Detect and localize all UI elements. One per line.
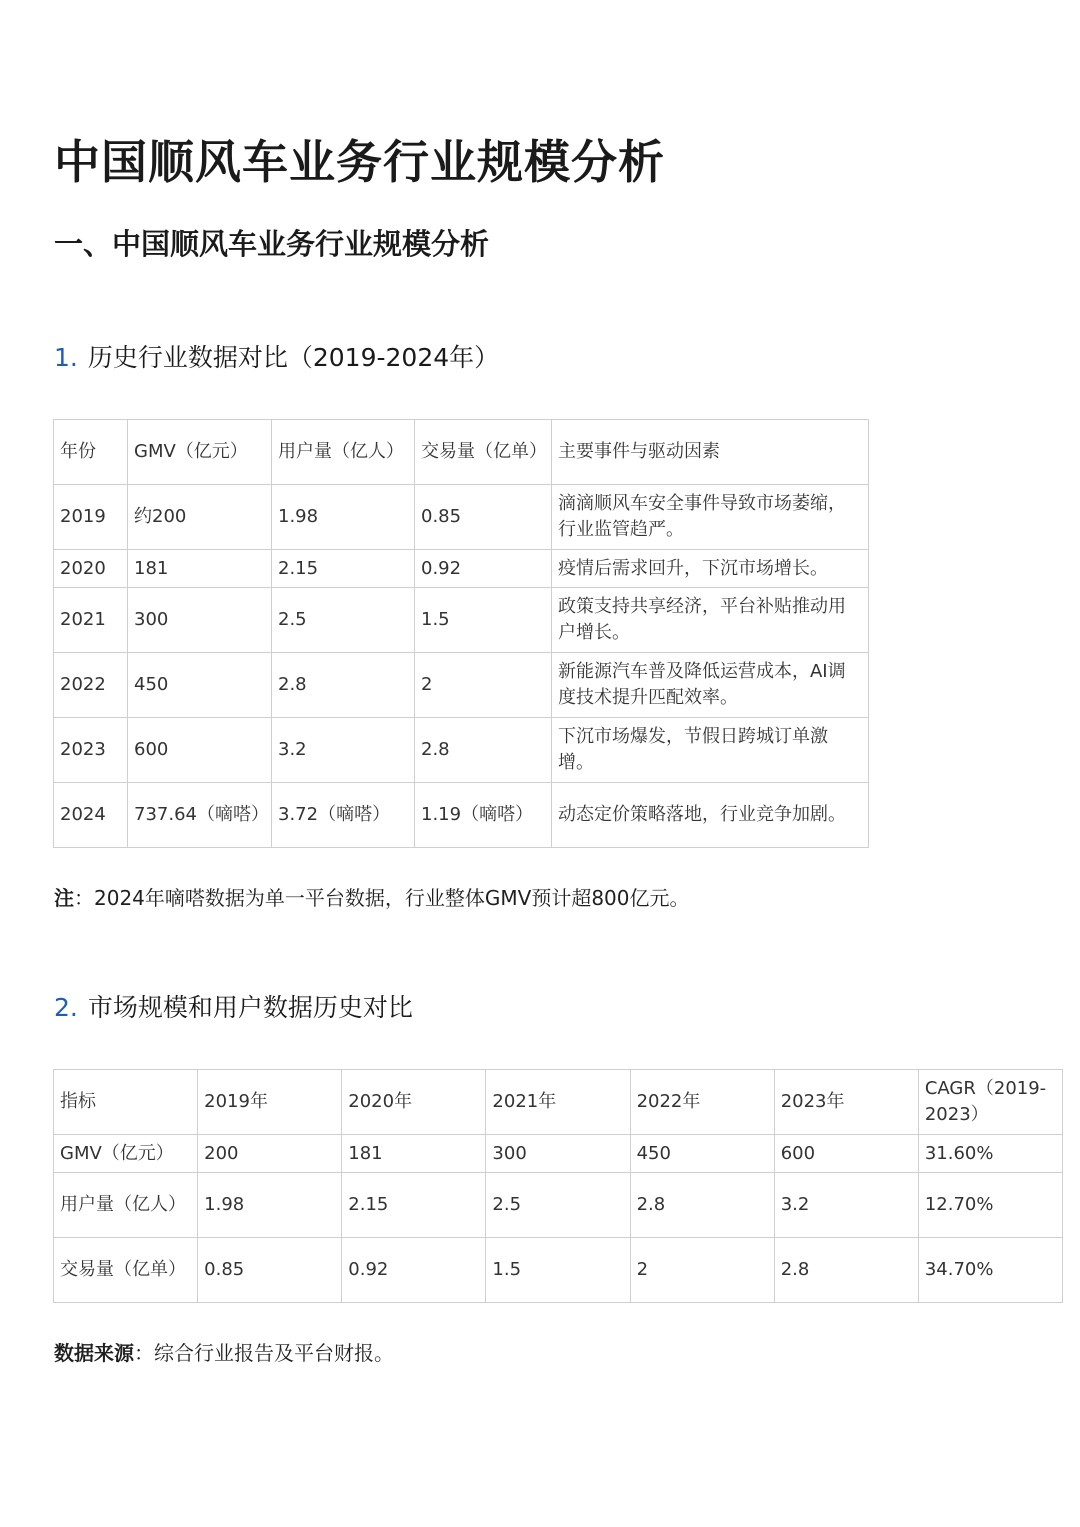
table-cell: 2 bbox=[415, 653, 552, 718]
table-cell: 300 bbox=[486, 1135, 630, 1173]
section-title: 一、中国顺风车业务行业规模分析 bbox=[54, 227, 490, 261]
page-title: 中国顺风车业务行业规模分析 bbox=[54, 135, 665, 189]
note-label: 注 bbox=[54, 886, 74, 910]
header-cell: CAGR（2019-2023） bbox=[918, 1070, 1062, 1135]
table-header-row bbox=[54, 420, 869, 485]
table-cell: 动态定价策略落地，行业竞争加剧。 bbox=[552, 783, 869, 848]
table-cell: 1.5 bbox=[486, 1238, 630, 1303]
data-source-note bbox=[54, 1337, 394, 1366]
history-data-table bbox=[53, 419, 869, 848]
table-cell: GMV（亿元） bbox=[54, 1135, 198, 1173]
header-cell: 2022年 bbox=[630, 1070, 774, 1135]
table-row bbox=[54, 783, 869, 848]
table-row bbox=[54, 1135, 1063, 1173]
table-cell: 31.60% bbox=[918, 1135, 1062, 1173]
table-header-row bbox=[54, 1070, 1063, 1135]
table-cell: 2.8 bbox=[630, 1173, 774, 1238]
table-cell: 3.2 bbox=[774, 1173, 918, 1238]
table-cell: 滴滴顺风车安全事件导致市场萎缩，行业监管趋严。 bbox=[552, 485, 869, 550]
header-cell: 主要事件与驱动因素 bbox=[552, 420, 869, 485]
table-cell: 2.5 bbox=[272, 588, 415, 653]
table-cell: 1.5 bbox=[415, 588, 552, 653]
table-cell: 34.70% bbox=[918, 1238, 1062, 1303]
table-cell: 2.15 bbox=[342, 1173, 486, 1238]
table-cell: 下沉市场爆发，节假日跨城订单激增。 bbox=[552, 718, 869, 783]
table-cell: 2020 bbox=[54, 550, 128, 588]
subsection-title-2 bbox=[54, 988, 413, 1024]
table-row bbox=[54, 485, 869, 550]
table-cell: 疫情后需求回升，下沉市场增长。 bbox=[552, 550, 869, 588]
table-row bbox=[54, 653, 869, 718]
table-cell: 181 bbox=[342, 1135, 486, 1173]
table-row bbox=[54, 588, 869, 653]
table-cell: 2021 bbox=[54, 588, 128, 653]
table-cell: 600 bbox=[128, 718, 272, 783]
table-cell: 0.85 bbox=[198, 1238, 342, 1303]
source-label: 数据来源 bbox=[54, 1341, 134, 1365]
market-data-table bbox=[53, 1069, 1063, 1303]
header-cell: 2021年 bbox=[486, 1070, 630, 1135]
table-cell: 新能源汽车普及降低运营成本，AI调度技术提升匹配效率。 bbox=[552, 653, 869, 718]
table-cell: 2024 bbox=[54, 783, 128, 848]
table-row bbox=[54, 718, 869, 783]
table-cell: 3.2 bbox=[272, 718, 415, 783]
subsection-title-1 bbox=[54, 338, 499, 374]
table-note bbox=[54, 882, 690, 911]
table-row bbox=[54, 1173, 1063, 1238]
table-cell: 0.85 bbox=[415, 485, 552, 550]
header-cell: 2023年 bbox=[774, 1070, 918, 1135]
table-cell: 2.8 bbox=[774, 1238, 918, 1303]
table-cell: 2.15 bbox=[272, 550, 415, 588]
table-cell: 181 bbox=[128, 550, 272, 588]
header-cell: 用户量（亿人） bbox=[272, 420, 415, 485]
table-cell: 交易量（亿单） bbox=[54, 1238, 198, 1303]
table-cell: 用户量（亿人） bbox=[54, 1173, 198, 1238]
header-cell: GMV（亿元） bbox=[128, 420, 272, 485]
table-cell: 2.8 bbox=[415, 718, 552, 783]
table-cell: 2019 bbox=[54, 485, 128, 550]
table-row bbox=[54, 550, 869, 588]
table-cell: 1.19（嘀嗒） bbox=[415, 783, 552, 848]
market-table-scroll-container[interactable] bbox=[53, 1069, 1047, 1305]
table-cell: 0.92 bbox=[342, 1238, 486, 1303]
subsection-number: 2. bbox=[54, 993, 78, 1022]
table-cell: 12.70% bbox=[918, 1173, 1062, 1238]
table-cell: 2023 bbox=[54, 718, 128, 783]
table-cell: 450 bbox=[128, 653, 272, 718]
header-cell: 指标 bbox=[54, 1070, 198, 1135]
table-cell: 737.64（嘀嗒） bbox=[128, 783, 272, 848]
table-cell: 1.98 bbox=[198, 1173, 342, 1238]
note-text: ：2024年嘀嗒数据为单一平台数据，行业整体GMV预计超800亿元。 bbox=[74, 886, 690, 910]
table-cell: 政策支持共享经济，平台补贴推动用户增长。 bbox=[552, 588, 869, 653]
table-cell: 3.72（嘀嗒） bbox=[272, 783, 415, 848]
subsection-text: 历史行业数据对比（2019-2024年） bbox=[87, 343, 500, 372]
table-cell: 300 bbox=[128, 588, 272, 653]
table-cell: 2 bbox=[630, 1238, 774, 1303]
table-cell: 2.8 bbox=[272, 653, 415, 718]
table-row bbox=[54, 1238, 1063, 1303]
source-text: ：综合行业报告及平台财报。 bbox=[134, 1341, 394, 1365]
table-cell: 2022 bbox=[54, 653, 128, 718]
subsection-text: 市场规模和用户数据历史对比 bbox=[87, 993, 413, 1022]
header-cell: 年份 bbox=[54, 420, 128, 485]
table-cell: 0.92 bbox=[415, 550, 552, 588]
header-cell: 2020年 bbox=[342, 1070, 486, 1135]
table-cell: 200 bbox=[198, 1135, 342, 1173]
subsection-number: 1. bbox=[54, 343, 78, 372]
table-cell: 约200 bbox=[128, 485, 272, 550]
table-cell: 600 bbox=[774, 1135, 918, 1173]
table-cell: 1.98 bbox=[272, 485, 415, 550]
table-cell: 2.5 bbox=[486, 1173, 630, 1238]
table-cell: 450 bbox=[630, 1135, 774, 1173]
header-cell: 2019年 bbox=[198, 1070, 342, 1135]
header-cell: 交易量（亿单） bbox=[415, 420, 552, 485]
